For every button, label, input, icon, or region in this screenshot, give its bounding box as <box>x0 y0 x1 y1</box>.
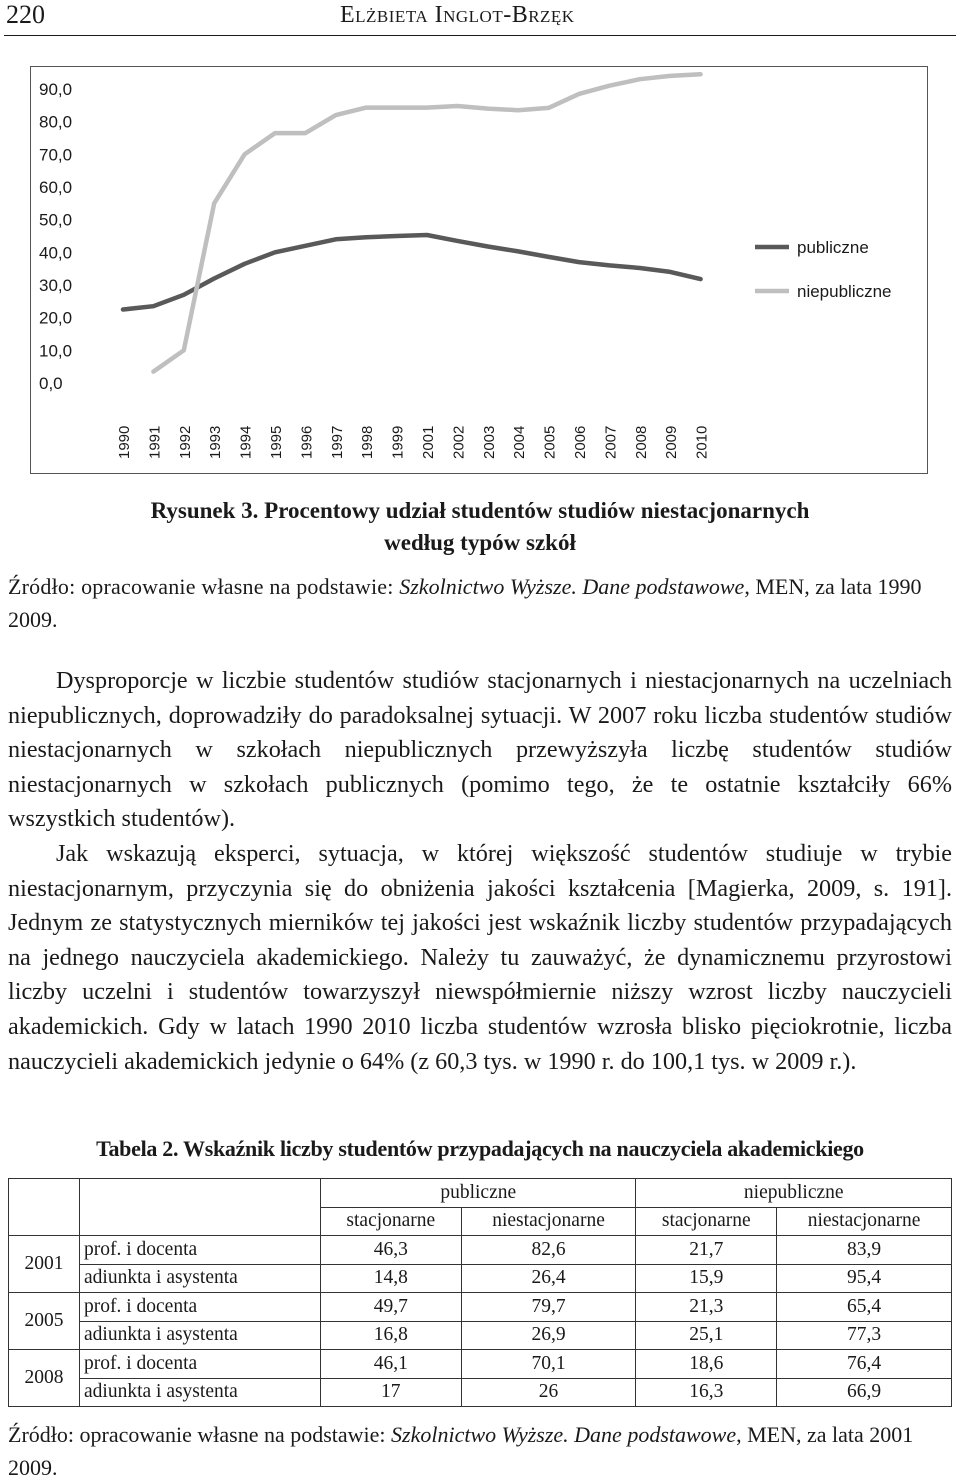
x-tick-label: 1990 <box>116 425 133 459</box>
ratio-table <box>8 1178 952 1407</box>
x-tick-label: 2010 <box>693 425 711 459</box>
table-cell: 14,8 <box>321 1264 462 1293</box>
x-tick-label: 2002 <box>450 425 468 459</box>
running-head: Elżbieta Inglot-Brzęk <box>340 2 575 28</box>
y-tick-label: 40,0 <box>39 243 73 263</box>
row-label: adiunkta i asystenta <box>80 1378 321 1407</box>
x-tick-label: 1994 <box>237 425 255 459</box>
table-cell: 79,7 <box>461 1293 636 1322</box>
table-cell: 21,3 <box>636 1293 777 1322</box>
table-cell: 76,4 <box>777 1350 952 1379</box>
x-tick-label: 2003 <box>480 425 498 459</box>
figure-chart <box>30 66 928 474</box>
figure-caption-line2: według typów szkół <box>384 530 576 555</box>
table-cell: 49,7 <box>321 1293 462 1322</box>
table-source <box>8 1418 952 1484</box>
table-source-tail: , MEN, za lata 2001 2009. <box>8 1422 914 1480</box>
x-tick-label: 1996 <box>298 425 316 459</box>
x-tick-label: 1992 <box>176 425 194 459</box>
x-tick-label: 2001 <box>420 425 437 459</box>
page-number: 220 <box>6 0 45 29</box>
subheader-cell: niestacjonarne <box>777 1207 952 1236</box>
table-cell: 16,3 <box>636 1378 777 1407</box>
row-label: adiunkta i asystenta <box>80 1264 321 1293</box>
row-label: prof. i docenta <box>80 1236 321 1265</box>
figure-source-title: Szkolnictwo Wyższe. Dane podstawowe <box>399 574 745 599</box>
header-niepubliczne: niepubliczne <box>636 1179 952 1208</box>
table-cell: 66,9 <box>777 1378 952 1407</box>
x-tick-label: 2007 <box>602 425 620 459</box>
year-cell: 2008 <box>9 1350 80 1407</box>
line-chart <box>31 67 927 473</box>
table-header-row <box>9 1179 952 1208</box>
x-tick-label: 1993 <box>207 425 225 459</box>
table-source-label: Źródło: opracowanie własne na podstawie: <box>8 1422 392 1447</box>
table-source-title: Szkolnictwo Wyższe. Dane podstawowe <box>391 1422 737 1447</box>
x-tick-label: 2004 <box>511 425 529 459</box>
table-cell: 17 <box>321 1378 462 1407</box>
series-line-niepubliczne <box>153 74 700 371</box>
y-tick-label: 20,0 <box>39 308 73 328</box>
body-text <box>8 664 952 1079</box>
y-tick-label: 80,0 <box>39 112 73 132</box>
header-rule <box>4 35 956 36</box>
y-tick-label: 60,0 <box>39 178 73 197</box>
table-row <box>9 1350 952 1379</box>
table-cell: 65,4 <box>777 1293 952 1322</box>
legend-label-niepubliczne: niepubliczne <box>797 282 892 301</box>
x-tick-label: 1995 <box>268 425 285 459</box>
x-tick-label: 2005 <box>541 425 559 459</box>
year-cell: 2001 <box>9 1236 80 1293</box>
table-cell: 15,9 <box>636 1264 777 1293</box>
header-publiczne: publiczne <box>321 1179 636 1208</box>
figure-source-tail: , MEN, za lata 1990 2009. <box>8 574 922 632</box>
series-line-publiczne <box>123 235 701 310</box>
table-cell: 46,1 <box>321 1350 462 1379</box>
table-row <box>9 1378 952 1407</box>
figure-caption-line1: Rysunek 3. Procentowy udział studentów studiów niestacjonarnych <box>150 498 810 523</box>
legend-label-publiczne: publiczne <box>797 238 869 257</box>
table-cell: 16,8 <box>321 1321 462 1350</box>
table-cell: 95,4 <box>777 1264 952 1293</box>
x-tick-label: 2009 <box>663 425 681 459</box>
y-tick-label: 90,0 <box>39 80 73 99</box>
y-tick-label: 70,0 <box>39 145 73 165</box>
y-tick-label: 0,0 <box>39 374 63 393</box>
paragraph-2: Jak wskazują eksperci, sytuacja, w której większość studentów studiuje w trybie niestacjonarnym, przyczynia się do obniżenia jakości kształcenia [Magierka, 2009, s. 191]. Jednym ze statystycznych mierników tej jakości jest wskaźnik liczby studentów przypadających na jednego nauczyciela akademickiego. Należy tu zauważyć, że dynamicznemu przyrostowi liczby uczelni i studentów towarzyszył niewspółmiernie niższy wzrost liczby nauczycieli akademickich. Gdy w latach 1990 2010 liczba studentów wzrosła blisko pięciokrotnie, liczba nauczycieli akademickich jedynie o 64% (z 60,3 tys. w 1990 r. do 100,1 tys. w 2009 r.). <box>8 839 952 1075</box>
row-label: prof. i docenta <box>80 1350 321 1379</box>
x-tick-label: 1999 <box>389 425 407 459</box>
table-cell: 26 <box>461 1378 636 1407</box>
table-row <box>9 1236 952 1265</box>
table-cell: 70,1 <box>461 1350 636 1379</box>
x-tick-label: 2006 <box>572 425 589 459</box>
y-tick-label: 50,0 <box>39 210 73 230</box>
table-cell: 26,9 <box>461 1321 636 1350</box>
table-row <box>9 1264 952 1293</box>
table-cell: 77,3 <box>777 1321 952 1350</box>
table-cell: 25,1 <box>636 1321 777 1350</box>
x-tick-label: 1997 <box>328 425 346 459</box>
paragraph-1: Dysproporcje w liczbie studentów studiów stacjonarnych i niestacjonarnych na uczelniach niepublicznych, doprowadziły do paradoksalnej sytuacji. W 2007 roku liczba studentów studiów niestacjonarnych w szkołach niepublicznych przewyższyła liczbę studentów studiów niestacjonarnych w szkołach publicznych (pomimo tego, że te ostatnie kształciły 66% wszystkich studentów). <box>8 667 952 833</box>
table-cell: 26,4 <box>461 1264 636 1293</box>
figure-source <box>8 570 952 636</box>
figure-source-label: Źródło: opracowanie własne na podstawie: <box>8 574 400 599</box>
table-corner-cell <box>9 1179 80 1236</box>
y-tick-label: 10,0 <box>39 341 73 361</box>
table-corner-cell <box>80 1179 321 1236</box>
table-row <box>9 1321 952 1350</box>
table-cell: 83,9 <box>777 1236 952 1265</box>
table-title: Tabela 2. Wskaźnik liczby studentów przypadających na nauczyciela akademickiego <box>96 1136 864 1161</box>
subheader-cell: niestacjonarne <box>461 1207 636 1236</box>
x-tick-label: 1998 <box>359 425 377 459</box>
table-cell: 82,6 <box>461 1236 636 1265</box>
x-tick-label: 1991 <box>146 425 164 459</box>
table-cell: 21,7 <box>636 1236 777 1265</box>
subheader-cell: stacjonarne <box>321 1207 462 1236</box>
page-header <box>0 0 960 40</box>
y-tick-label: 30,0 <box>39 276 73 295</box>
table-row <box>9 1293 952 1322</box>
year-cell: 2005 <box>9 1293 80 1350</box>
subheader-cell: stacjonarne <box>636 1207 777 1236</box>
row-label: prof. i docenta <box>80 1293 321 1322</box>
row-label: adiunkta i asystenta <box>80 1321 321 1350</box>
table-cell: 18,6 <box>636 1350 777 1379</box>
x-tick-label: 2008 <box>632 425 650 459</box>
table-cell: 46,3 <box>321 1236 462 1265</box>
